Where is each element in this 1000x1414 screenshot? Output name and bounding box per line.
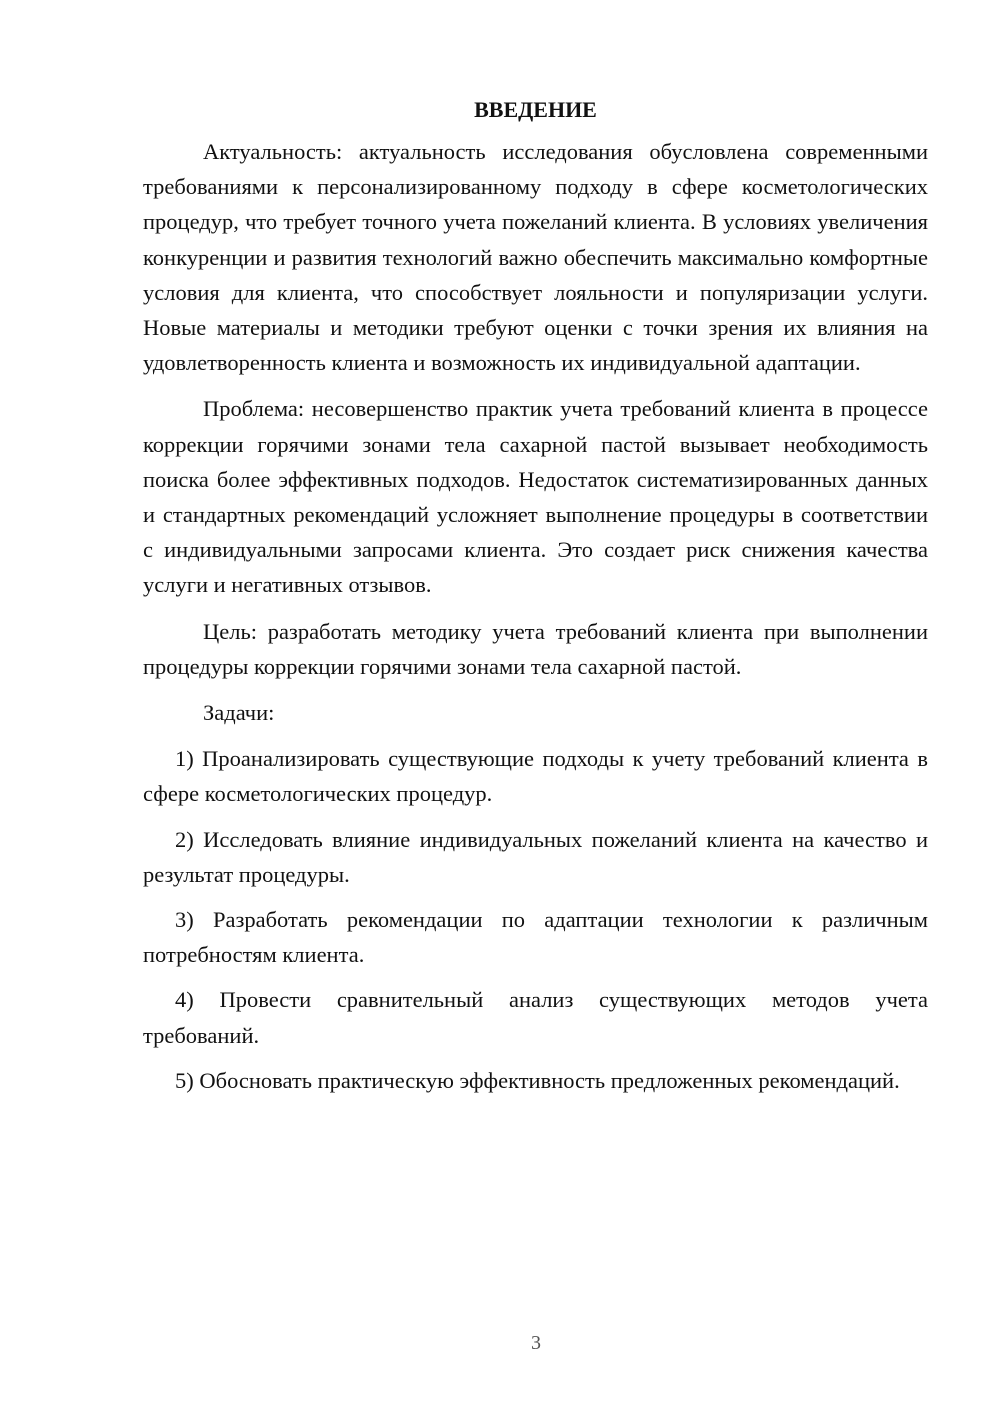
section-title: ВВЕДЕНИЕ <box>474 97 597 122</box>
task-item: 5) Обосновать практическую эффективность предложенных рекомендаций. <box>175 1067 900 1093</box>
task-item: 4) Провести сравнительный анализ существующих методов учета требований. <box>143 987 928 1048</box>
goal-paragraph: Цель: разработать методику учета требований клиента при выполнении процедуры коррекции горячими зонами тела сахарной пастой. <box>143 618 928 679</box>
problem-paragraph: Проблема: несовершенство практик учета требований клиента в процессе коррекции горячими зонами тела сахарной пастой вызывает необходимость поиска более эффективных подходов. Недостаток систематизированных данных и стандартных рекомендаций усложняет выполнение процедуры в соответствии с индивидуальными запросами клиента. Это создает риск снижения качества услуги и негативных отзывов. <box>143 396 928 598</box>
page-number: 3 <box>531 1332 541 1354</box>
task-item: 1) Проанализировать существующие подходы к учету требований клиента в сфере косметологических процедур. <box>143 746 928 807</box>
document-page <box>143 92 928 1108</box>
task-item: 3) Разработать рекомендации по адаптации технологии к различным потребностям клиента. <box>143 907 928 968</box>
tasks-heading: Задачи: <box>203 700 275 726</box>
task-item: 2) Исследовать влияние индивидуальных пожеланий клиента на качество и результат процедуры. <box>143 826 928 887</box>
tasks-list <box>143 741 928 1098</box>
relevance-paragraph: Актуальность: актуальность исследования обусловлена современными требованиями к персонализированному подходу в сфере косметологических процедур, что требует точного учета пожеланий клиента. В условиях увеличения конкуренции и развития технологий важно обеспечить максимально комфортные условия для клиента, что способствует лояльности и популяризации услуги. Новые материалы и методики требуют оценки с точки зрения их влияния на удовлетворенность клиента и возможность их индивидуальной адаптации. <box>143 139 928 376</box>
